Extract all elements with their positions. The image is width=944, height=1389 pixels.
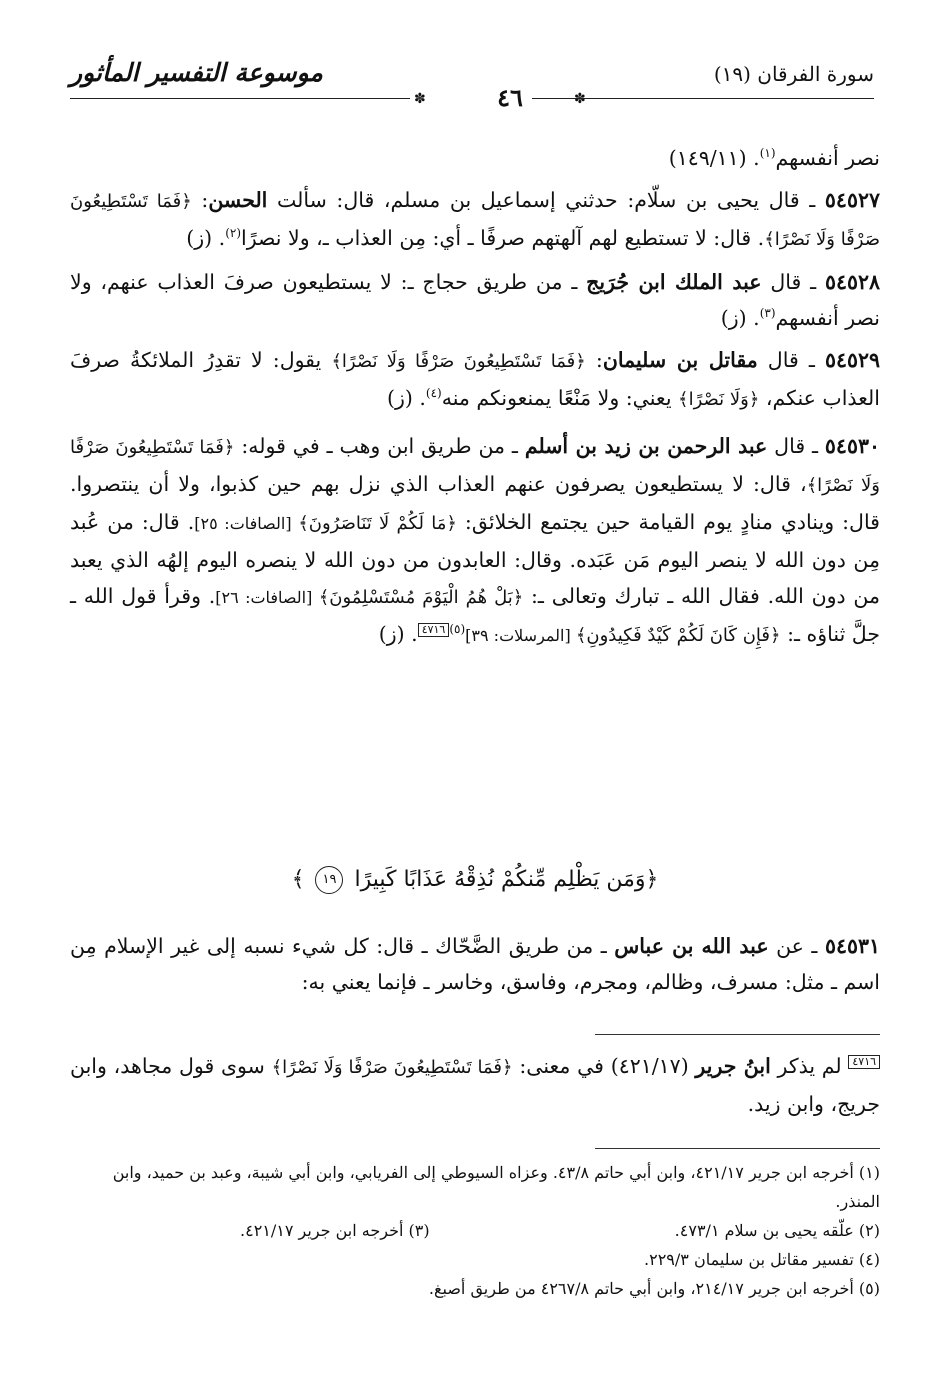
ornament-icon: ✽: [414, 91, 426, 107]
narrator-name: الحسن: [208, 188, 268, 212]
text-run: . (١٤٩/١١): [668, 146, 760, 170]
text-run: . (ز): [378, 622, 418, 646]
text-run: :: [585, 348, 603, 372]
surah-reference-citation: [المرسلات: ٣٩]: [465, 626, 576, 645]
text-run: ـ من طريق ابن وهب ـ في قوله:: [234, 434, 525, 458]
narrator-name: عبد الله بن عباس: [614, 934, 769, 958]
text-run: يقول: لا تقدِرُ الملائكةُ صرفَ العذاب عنكم،: [70, 348, 880, 410]
header-rule-right: [532, 98, 874, 99]
book-title: موسوعة التفسير المأثور: [70, 58, 323, 87]
narration-number: ٥٤٥٢٧: [824, 188, 880, 212]
quran-quote: ﴿فَمَا تَسْتَطِيعُونَ صَرْفًا وَلَا نَصْرًا﴾: [271, 1057, 513, 1078]
narrator-name: ابنُ جرير: [695, 1054, 771, 1078]
footnote-4: (٤) تفسير مقاتل بن سليمان ٢٢٩/٣.: [644, 1250, 880, 1269]
narration-54531-text: [70, 928, 880, 1000]
footnote-2: (٢) علّقه يحيى بن سلام ٤٧٣/١.: [674, 1221, 880, 1240]
text-run: . وقرأ قول الله ـ جلَّ ثناؤه ـ:: [70, 584, 880, 646]
footnotes: [70, 1158, 880, 1303]
verse-text: ﴿وَمَن يَظْلِم مِّنكُمْ نُذِقْهُ عَذَابًا كَبِيرًا: [354, 867, 659, 892]
text-run: ـ من طريق حجاج ـ: لا يستطيعون صرفَ العذاب عنهم، ولا نصر أنفسهم: [70, 270, 880, 330]
main-text: [70, 140, 880, 654]
text-run: (٤٢١/١٧) في معنى:: [512, 1054, 696, 1078]
text-run: يعني: ولا مَنْعًا يمنعونكم منه: [441, 386, 679, 410]
paragraph-continuation: [70, 140, 880, 176]
footnote-1: (١) أخرجه ابن جرير ٤٢١/١٧، وابن أبي حاتم ٤٣/٨. وعزاه السيوطي إلى الفريابي، وابن أبي شيبة، وعبد بن حميد، وابن المنذر.: [112, 1163, 880, 1211]
page-number: ٤٦: [497, 83, 523, 112]
narration-54527: [70, 182, 880, 258]
quran-quote: ﴿بَلْ هُمُ الْيَوْمَ مُسْتَسْلِمُونَ﴾: [318, 587, 524, 608]
footnote-separator: [595, 1148, 880, 1149]
commentary-note-text: [70, 1048, 880, 1122]
narrator-name: مقاتل بن سليمان: [602, 348, 758, 372]
footnote-row: [70, 1216, 880, 1245]
ornament-icon: ✽: [574, 91, 586, 107]
footnote-marker: (٥): [449, 622, 466, 637]
text-run: ـ من طريق الضَّحّاك ـ قال: كل شيء نسبه إلى غير الإسلام مِن اسم ـ مثل: مسرف، وظالم، ومجرم، وفاسق، وخاسر ـ فإنما يعني به:: [70, 934, 880, 994]
text-run: . قال: لا تستطيع لهم آلهتهم صرفًا ـ أي: مِن العذاب ـ، ولا نصرًا: [241, 226, 765, 250]
running-header: [64, 56, 880, 116]
quran-quote: ﴿وَلَا نَصْرًا﴾: [678, 389, 760, 410]
footnote-marker: (٢): [225, 226, 242, 241]
footnote-3: (٣) أخرجه ابن جرير ٤٢١/١٧.: [240, 1221, 430, 1240]
surah-reference: سورة الفرقان (١٩): [713, 62, 874, 86]
quran-quote: ﴿فَإِن كَانَ لَكُمْ كَيْدٌ فَكِيدُونِ﴾: [575, 625, 781, 646]
text-run: . (ز): [186, 226, 226, 250]
quran-quote: ﴿فَمَا تَسْتَطِيعُونَ صَرْفًا وَلَا نَصْرًا﴾: [331, 351, 586, 372]
text-run: . (ز): [720, 306, 760, 330]
surah-reference-citation: [الصافات: ٢٦]: [215, 588, 319, 607]
narration-number: ٥٤٥٣٠: [824, 434, 880, 458]
text-run: . (ز): [386, 386, 426, 410]
text-run: نصر أنفسهم: [775, 146, 880, 170]
ayah-number-badge: ١٩: [315, 866, 343, 894]
verse-heading: [70, 866, 880, 894]
text-run: . قال: من عُبد مِن دون الله لا ينصر اليوم مَن عَبَده. وقال: العابدون من دون الله لا ينصره اليوم إلهُه الذي يعبد من دون الله. فقال الله ـ تبارك وتعالى ـ:: [70, 510, 881, 608]
text-run: ـ عن: [768, 934, 825, 958]
footnote-marker: (٣): [759, 306, 776, 321]
text-run: ـ قال: [761, 270, 825, 294]
narration-number: ٥٤٥٢٨: [824, 270, 881, 294]
quran-quote: ﴿مَا لَكُمْ لَا تَنَاصَرُونَ﴾: [298, 513, 457, 534]
quran-quote: ﴿فَمَا تَسْتَطِيعُونَ صَرْفًا وَلَا نَصْرًا﴾: [70, 437, 880, 496]
commentary-marker-box: ٤٧١٦: [848, 1055, 880, 1069]
text-run: ، قال: لا يستطيعون يصرفون عنهم العذاب الذي نزل بهم حين كذبوا، ولا أن ينتصروا. قال: وينادي منادٍ يوم القيامة حين يجتمع الخلائق:: [70, 472, 880, 534]
footnote-marker: (١): [759, 146, 776, 161]
footnote-5: (٥) أخرجه ابن جرير ٢١٤/١٧، وابن أبي حاتم ٤٢٦٧/٨ من طريق أصبغ.: [428, 1279, 880, 1298]
narration-54531: [70, 928, 880, 1000]
text-run: ـ قال: [767, 434, 825, 458]
narration-54530: [70, 428, 880, 654]
narration-54529: [70, 342, 880, 418]
text-run: لم يذكر: [770, 1054, 849, 1078]
text-run: :: [191, 188, 209, 212]
commentary-note: [70, 1048, 880, 1122]
verse-close-bracket: ﴾: [291, 867, 305, 892]
text-run: ـ قال يحيى بن سلّام: حدثني إسماعيل بن مسلم، قال: سألت: [267, 188, 825, 212]
text-run: ـ قال: [757, 348, 825, 372]
footnote-marker: (٤): [425, 386, 442, 401]
surah-reference-citation: [الصافات: ٢٥]: [194, 514, 299, 533]
text-run: سوى قول مجاهد، وابن جريج، وابن زيد.: [70, 1054, 880, 1116]
quran-quote: ﴿فَمَا تَسْتَطِيعُونَ صَرْفًا وَلَا نَصْرًا﴾: [70, 191, 880, 250]
narration-number: ٥٤٥٢٩: [824, 348, 880, 372]
commentary-marker-box: ٤٧١٦: [418, 623, 450, 637]
commentary-separator: [595, 1034, 880, 1035]
narration-number: ٥٤٥٣١: [824, 934, 880, 958]
narrator-name: عبد الرحمن بن زيد بن أسلم: [524, 434, 768, 458]
narrator-name: عبد الملك ابن جُرَيج: [586, 270, 762, 294]
header-rule-left: [70, 98, 410, 99]
narration-54528: [70, 264, 880, 336]
